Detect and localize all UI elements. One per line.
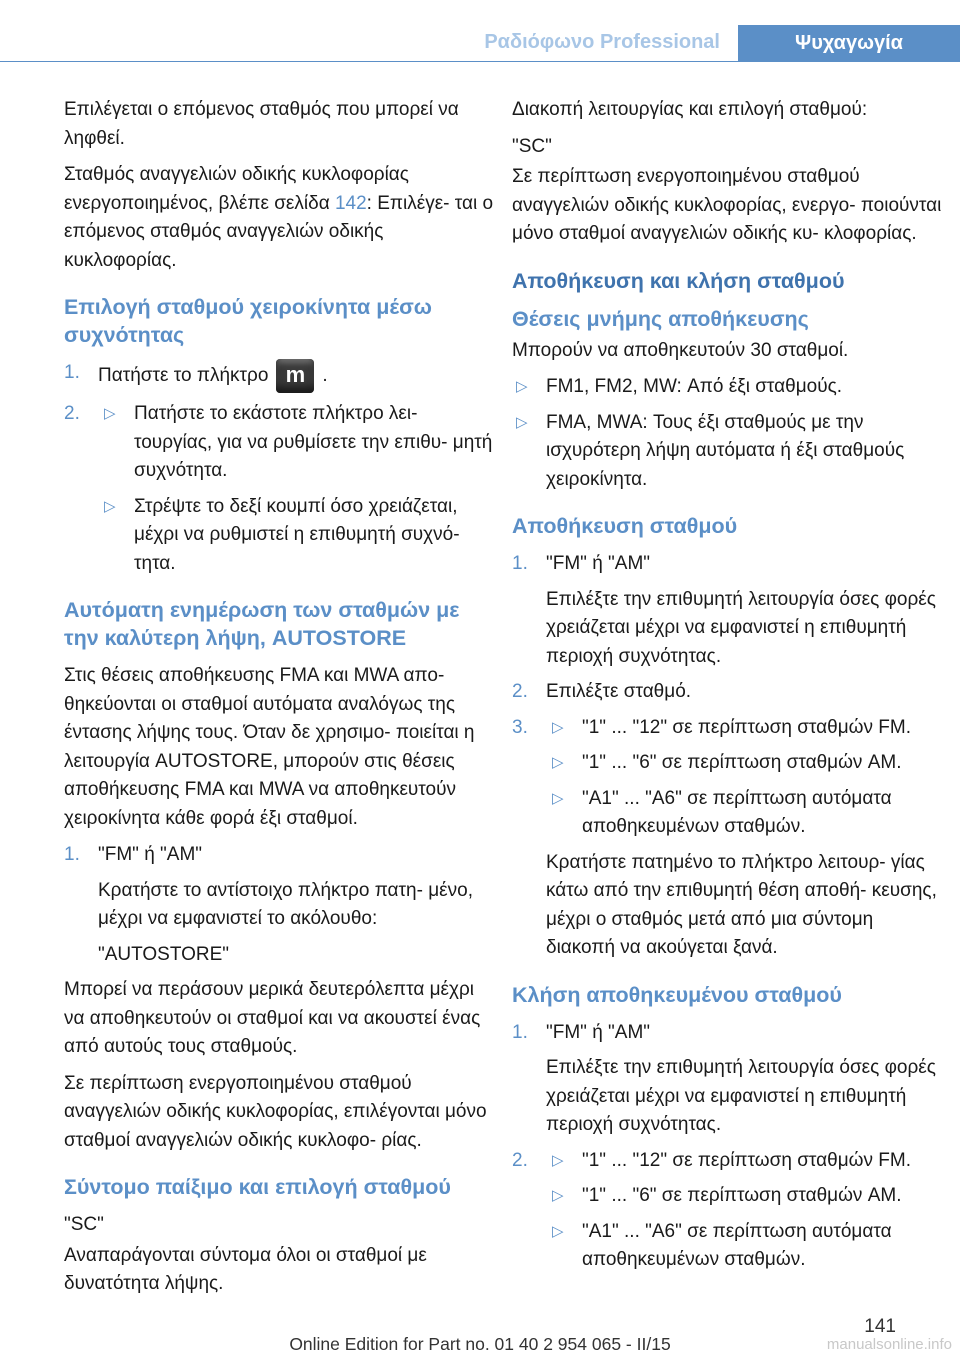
step-number: 2. [512,681,528,702]
traffic-text-b: : Επιλέγε‐ ται ο επόμενος σταθμός αναγγελιών οδικής κυκλοφορίας. [64,192,494,271]
call-substep-am [512,1182,942,1211]
store-step-1-detail: Επιλέξτε την επιθυμητή λειτουργία όσες φορές χρειάζεται μέχρι να εμφανιστεί η επιθυμητή περιοχή συχνότητας. [546,588,936,667]
call-substep-auto [512,1218,942,1275]
store-step-3 [512,714,942,743]
triangle-bullet-icon: ▷ [552,718,564,736]
m-button-icon: m [276,359,314,393]
paragraph-sc: "SC" [512,135,552,157]
substep-text: "A1" ... "A6" σε περίπτωση αυτόματα αποθηκευμένων σταθμών. [582,1220,892,1270]
heading-store-station: Αποθήκευση σταθμού [512,514,738,538]
paragraph-sc: "SC" [64,1214,104,1235]
step-number: 2. [512,1149,528,1171]
store-step-2 [512,678,942,707]
paragraph-traffic-only: Σε περίπτωση ενεργοποιημένου σταθμού αναγγελιών οδικής κυκλοφορίας, επιλέγονται μόνο σταθμοί αναγγελιών οδικής κυκλοφο‐ ρίας. [64,1072,487,1151]
triangle-bullet-icon: ▷ [552,789,564,807]
step-text: Πατήστε το πλήκτρο [98,365,269,387]
bullet-text: FMA, MWA: Τους έξι σταθμούς με την ισχυρότερη λήψη αυτόματα ή έξι σταθμούς χειροκίνητα. [546,411,905,490]
paragraph-traffic-stations: Σε περίπτωση ενεργοποιημένου σταθμού αναγγελιών οδικής κυκλοφορίας, ενεργο‐ ποιούνται μόνο σταθμοί αναγγελιών οδικής κυ‐ κλοφορίας. [512,166,942,244]
heading-manual-frequency: Επιλογή σταθμού χειροκίνητα μέσω συχνότητας [64,295,432,347]
step-text: "FM" ή "AM" [98,844,203,865]
page-link-142[interactable]: 142 [334,192,367,214]
paragraph-traffic-station [64,161,494,275]
step-number: 1. [512,1021,528,1043]
step-number: 2. [64,403,80,424]
right-column [512,96,942,1282]
store-step-3-detail: Κρατήστε πατημένο το πλήκτρο λειτουρ‐ γίας κάτω από την επιθυμητή θέση αποθή‐ κευσης, μέχρι ο σταθμός μετά από μια σύντομη διακοπή να ακούγεται ξανά. [546,851,937,958]
step-autostore-display: "AUTOSTORE" [98,943,230,965]
paragraph-scan: Αναπαράγονται σύντομα όλοι οι σταθμοί με δυνατότητα λήψης. [64,1244,427,1294]
triangle-bullet-icon: ▷ [552,754,564,771]
header-section-title: Ραδιόφωνο Professional [484,31,720,53]
header-divider [0,61,960,62]
bullet-fm1-fm2-mw [512,373,942,402]
heading-scan: Σύντομο παίξιμο και επιλογή σταθμού [64,1175,451,1199]
step-number: 1. [64,362,80,383]
heading-store-call: Αποθήκευση και κλήση σταθμού [512,268,845,293]
step-text: Πατήστε το εκάστοτε πλήκτρο λει‐ τουργίας, για να ρυθμίσετε την επιθυ‐ μητή συχνότητα. [134,403,493,481]
triangle-bullet-icon: ▷ [516,378,528,395]
substep-text: "A1" ... "A6" σε περίπτωση αυτόματα αποθηκευμένων σταθμών. [582,787,892,837]
paragraph-wait: Μπορεί να περάσουν μερικά δευτερόλεπτα μέχρι να αποθηκευτούν οι σταθμοί και να ακουστεί ένας από αυτούς τους σταθμούς. [64,979,481,1057]
heading-memory-positions: Θέσεις μνήμης αποθήκευσης [512,306,809,331]
store-substep-auto [512,785,942,842]
step-text: "FM" ή "AM" [546,1021,651,1043]
substep-text: "1" ... "6" σε περίπτωση σταθμών AM. [582,752,902,773]
paragraph-autostore: Στις θέσεις αποθήκευσης FMA και MWA απο‐ θηκεύονται οι σταθμοί αυτόματα αναλόγως της έντασης λήψης τους. Όταν δε χρησιμο‐ ποιείται η λειτουργία AUTOSTORE, μπορούν στις θέσεις αποθήκευσης FMA και MWA να αποθηκευτούν χειροκίνητα κάθε φορά έξι σταθμοί. [64,665,475,829]
substep-text: "1" ... "6" σε περίπτωση σταθμών AM. [582,1185,902,1206]
left-column [64,96,494,1307]
step-text: "1" ... "12" σε περίπτωση σταθμών FM. [582,1149,911,1171]
triangle-bullet-icon: ▷ [552,1151,564,1169]
step-text: "FM" ή "AM" [546,553,651,574]
heading-call-station: Κλήση αποθηκευμένου σταθμού [512,982,842,1007]
page-header [0,0,960,62]
call-step-2 [512,1147,942,1176]
triangle-bullet-icon: ▷ [552,1222,564,1240]
substep-turn-knob [64,493,494,579]
triangle-bullet-icon: ▷ [516,413,528,431]
bullet-text: FM1, FM2, MW: Από έξι σταθμούς. [546,376,843,397]
traffic-text-a: Σταθμός αναγγελιών οδικής κυκλοφορίας ενεργοποιημένος, βλέπε σελίδα [64,164,409,214]
paragraph-memory: Μπορούν να αποθηκευτούν 30 σταθμοί. [512,339,849,361]
substep-text: Στρέψτε το δεξί κουμπί όσο χρειάζεται, μέχρι να ρυθμιστεί η επιθυμητή συχνό‐ τητα. [134,495,460,574]
step-number: 3. [512,716,528,738]
triangle-bullet-icon: ▷ [104,497,116,515]
call-step-1 [512,1019,942,1048]
step-text: Επιλέξτε σταθμό. [546,681,692,702]
step-number: 1. [64,844,80,865]
step-press-mode-key [64,400,494,486]
step-press-m [64,359,494,393]
triangle-bullet-icon: ▷ [104,405,116,422]
heading-autostore: Αυτόματη ενημέρωση των σταθμών με την καλύτερη λήψη, AUTOSTORE [64,598,460,650]
step-text-end: . [322,365,328,387]
paragraph-stop-select: Διακοπή λειτουργίας και επιλογή σταθμού: [512,99,868,120]
header-chapter-tab: Ψυχαγωγία [738,25,960,62]
store-substep-am [512,749,942,778]
step-number: 1. [512,553,528,574]
store-step-1 [512,550,942,579]
step-text: "1" ... "12" σε περίπτωση σταθμών FM. [582,716,911,738]
step-hold-key: Κρατήστε το αντίστοιχο πλήκτρο πατη‐ μένο, μέχρι να εμφανιστεί το ακόλουθο: [98,879,473,929]
bullet-fma-mwa [512,409,942,495]
call-step-1-detail: Επιλέξτε την επιθυμητή λειτουργία όσες φορές χρειάζεται μέχρι να εμφανιστεί η επιθυμητή περιοχή συχνότητας. [546,1057,936,1135]
step-autostore-fm-am [64,841,494,870]
footer-edition: Online Edition for Part no. 01 40 2 954 065 - II/15 [289,1334,671,1354]
paragraph-next-station: Επιλέγεται ο επόμενος σταθμός που μπορεί να ληφθεί. [64,99,459,149]
page-number: 141 [864,1316,896,1337]
triangle-bullet-icon: ▷ [552,1187,564,1204]
watermark: manualsonline.info [826,1336,952,1353]
